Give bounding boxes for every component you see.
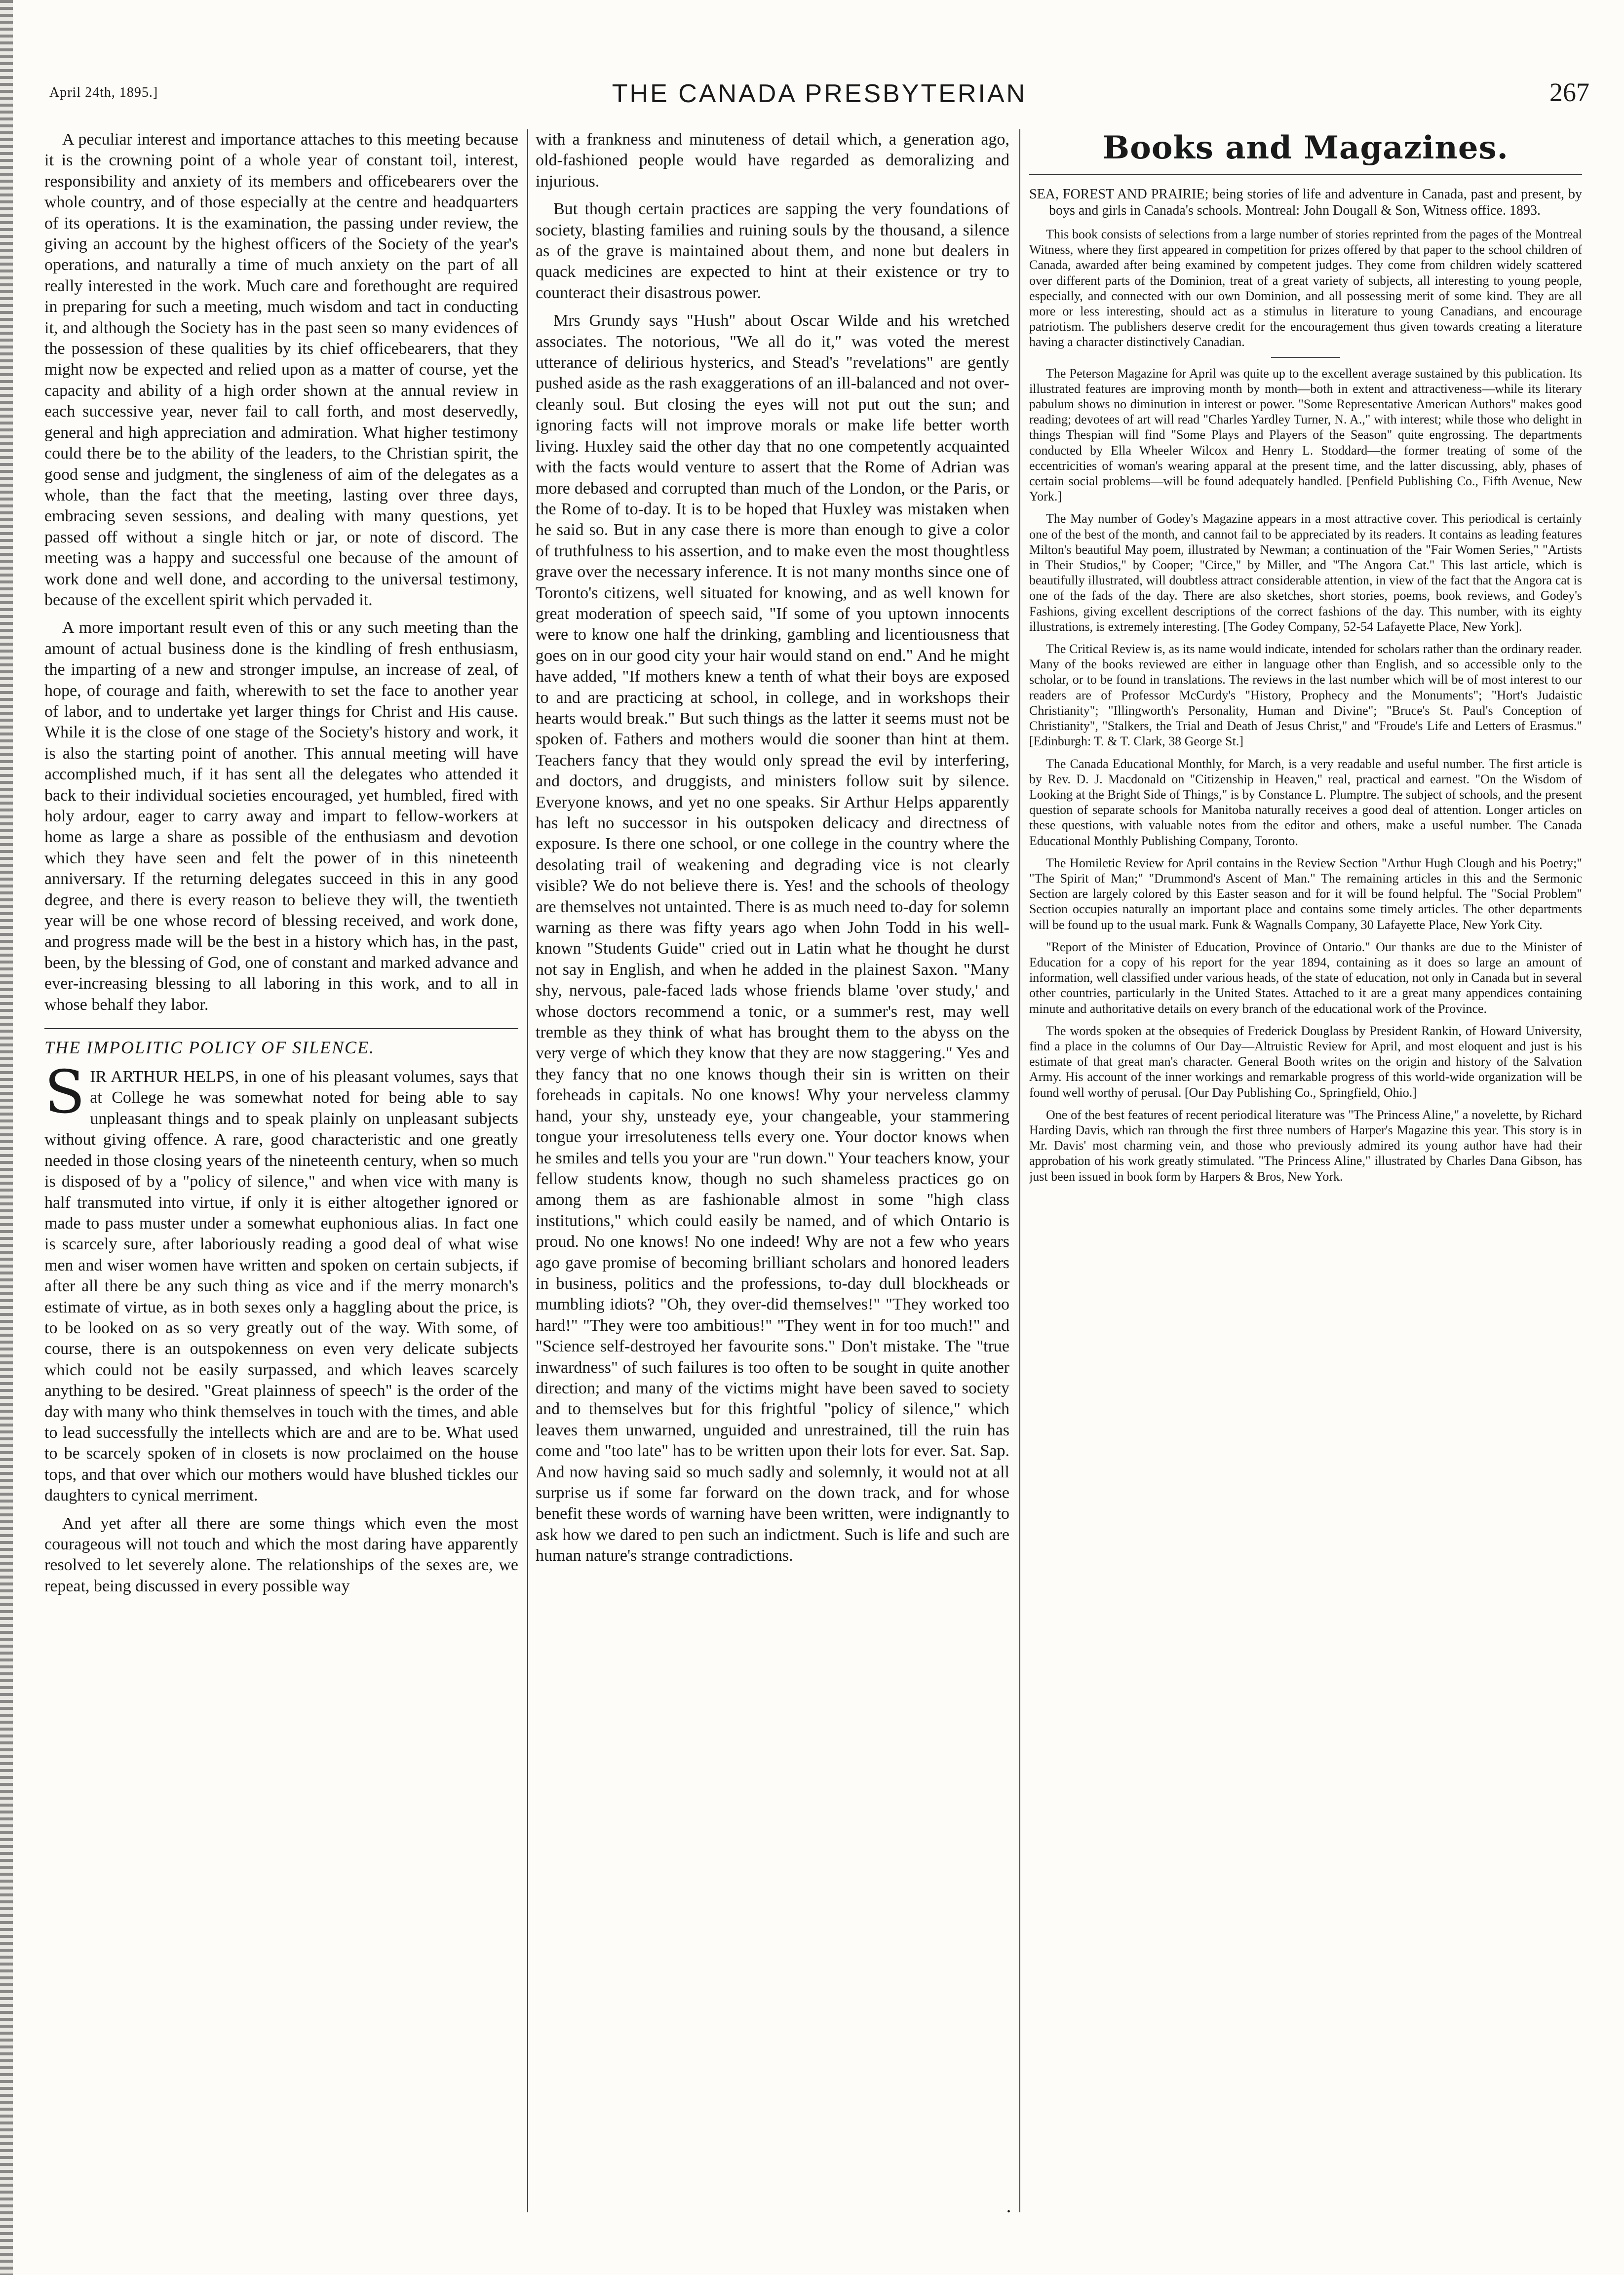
paragraph: A more important result even of this or any such meeting than the amount of actual business done is the kindling of fresh enthusiasm, the imparting of a new and stronger impulse, an increase of zeal, of hope, of courage and faith, wherewith to set the face to another year of labor, and to undertake yet larger things for Christ and His cause. While it is the close of one stage of the Society's history and work, it is also the starting point of another. This annual meeting will have accomplished much, if it has sent all the delegates who attended it back to their individual societies encouraged, yet humbled, fired with holy ardour, eager to carry away and impart to fellow-workers at home as large a share as possible of the enthusiasm and devotion which they have seen and felt the power of in this nineteenth anniversary. If the returning delegates succeed in this in any good degree, and there is every reason to believe they will, the twentieth year will be one whose record of blessing received, and work done, and progress made will be the best in a history which has, in the past, been, by the blessing of God, one of constant and marked advance and ever-increasing blessing to all laboring in this work, and to all in whose behalf they labor. bbox=[44, 618, 518, 1014]
paragraph: But though certain practices are sapping the very foundations of society, blasting families and ruining souls by the thousand, a silence as of the grave is maintained about them, and none but dealers in quack medicines are expected to hint at their existence or try to counteract their disastrous power. bbox=[536, 200, 1009, 302]
column-1 bbox=[44, 129, 518, 2217]
separator bbox=[1271, 357, 1340, 358]
header-title: THE CANADA PRESBYTERIAN bbox=[612, 79, 1027, 108]
review-paragraph: This book consists of selections from a large number of stories reprinted from the pages of the Montreal Witness, where they first appeared in competition for prizes offered by that paper to the school children of Canada, awarded after being examined by competent judges. They come from children widely scattered over different parts of the Dominion, treat of a great variety of subjects, all interesting to young people, especially, and connected with our own Dominion, and all possessing merit of some kind. They are all more or less interesting, should act as a stimulus in literature to young Canadians, and encourage patriotism. The publishers deserve credit for the encouragement thus given towards creating a literature having a character distinctively Canadian. bbox=[1029, 227, 1582, 349]
column-divider bbox=[1019, 129, 1020, 2212]
paragraph: Mrs Grundy says "Hush" about Oscar Wilde and his wretched associates. The notorious, "We all do it," was voted the merest utterance of delirious hysterics, and Stead's "revelations" are gently pushed aside as the rash exaggerations of an ill-balanced and not over-cleanly soul. But closing the eyes will not put out the sun; and ignoring facts will not improve morals or make life better worth living. Huxley said the other day that no one competently acquainted with the facts would venture to assert that the Rome of Adrian was more debased and corrupted than much of the London, or the Paris, or the Rome of to-day. It is to be hoped that Huxley was mistaken when he said so. But in any case there is more than enough to give a color of truthfulness to his assertion, and to make even the most thoughtless grave over the necessary inference. It is not many months since one of Toronto's citizens, well situated for knowing, and as well known for great moderation of speech said, "If some of you uptown innocents were to know one half the drinking, gambling and licentiousness that goes on in our good city your hair would stand on end." And he might have added, "If mothers knew a tenth of what their boys are exposed to and are practicing at school, in college, and in workshops their hearts would break." But such things as the latter it seems must not be spoken of. Fathers and mothers would die sooner than hint at them. Teachers fancy that they would only spread the evil by interfering, and doctors, and druggists, and ministers follow suit by silence. Everyone knows, and yet no one speaks. Sir Arthur Helps apparently has left no successor in his outspoken delicacy and directness of exposure. Is there one school, or one college in the country where the desolating trail of weakening and degrading vice is not clearly visible? We do not believe there is. Yes! and the schools of theology are themselves not untainted. There is as much need to-day for solemn warning as there was fifty years ago when John Todd in his well-known "Students Guide" cried out in Latin what he thought he durst not say in English, and when he added in the plainest Saxon. "Many shy, nervous, pale-faced lads whose friends blame 'over study,' and whose doctors recommend a tonic, or a summer's rest, may well tremble as they think of what has brought them to the abyss on the very verge of which they know that they are now staggering." Yes and they fancy that no one knows though their sin is written on their foreheads in capitals. No one knows! Why your nerveless clammy hand, your shy, unsteady eye, your changeable, your stammering tongue your irresoluteness tells every one. Your doctor knows when he smiles and tells you your are "run down." Your teachers know, your fellow students know, though no such shameless practices go on among them as are fashionable almost in some "high class institutions," which could easily be named, and of which Ontario is proud. No one knows! No one indeed! Why are not a few who years ago gave promise of becoming brilliant scholars and honored leaders in business, politics and the professions, to-day dull blockheads or mumbling idiots? "Oh, they over-did themselves!" "They worked too hard!" "They were too ambitious!" "They went in for too much!" and "Science self-destroyed her favourite sons." Don't mistake. The "true inwardness" of such failures is too often to be sought in quite another direction; and many of the victims might have been saved to society and to themselves but for this frightful "policy of silence," which leaves them unwarned, unguided and unrestrained, till the ruin has come and "too late" has to be written upon their lots for ever. Sat. Sap. And now having said so much sadly and solemnly, it would not at all surprise us if some far forward on the down track, and for whose benefit these words of warning have been written, were indignantly to ask how we dared to pen such an indictment. Such is life and such are human nature's strange contradictions. bbox=[536, 311, 1009, 1565]
drop-cap: S bbox=[44, 1058, 85, 1127]
page-number: 267 bbox=[1549, 77, 1589, 107]
review-paragraph: The Critical Review is, as its name would indicate, intended for scholars rather than the ordinary reader. Many of the books reviewed are either in language other than English, and so accessible only to the scholar, or to be found in translations. The reviews in the last number which will be of most interest to our readers are of Professor McCurdy's "History, Prophecy and the Monuments"; "Hort's Judaistic Christianity"; "Illingworth's Personality, Human and Divine"; "Bruce's St. Paul's Conception of Christianity", "Stalkers, the Trial and Death of Jesus Christ," and "Froude's Life and Letters of Erasmus." [Edinburgh: T. & T. Clark, 38 George St.] bbox=[1029, 642, 1582, 749]
header-date: April 24th, 1895.] bbox=[49, 85, 158, 100]
paragraph: A peculiar interest and importance attaches to this meeting because it is the crowning point of a whole year of constant toil, interest, responsibility and anxiety of its members and officebearers over the whole country, and of those especially at the centre and headquarters of its operations. It is the examination, the passing under review, the giving an account by the highest officers of the Society of the year's operations, and naturally a time of much anxiety on the part of all really interested in the work. Much care and forethought are required in preparing for such a meeting, much wisdom and tact in conducting it, and although the Society has in the past seen so many evidences of the possession of these qualities by its chief officebearers, that they might now be expected and relied upon as a matter of course, yet the capacity and ability of a high order shown at the annual review in each successive year, never fail to call forth, and most deservedly, general and high appreciation and admiration. What higher testimony could there be to the ability of the leaders, to the Christian spirit, the good sense and judgment, the singleness of aim of the delegates as a whole, than the fact that the meeting, lasting over three days, embracing seven sessions, and dealing with many questions, yet passed off without a single hitch or jar, or note of discord. The meeting was a happy and successful one because of the amount of work done and well done, and according to the universal testimony, because of the excellent spirit which pervaded it. bbox=[44, 130, 518, 609]
print-fleck: • bbox=[1007, 2206, 1011, 2217]
page-header bbox=[49, 74, 1589, 114]
section-title: THE IMPOLITIC POLICY OF SILENCE. bbox=[44, 1028, 518, 1058]
paragraph bbox=[44, 1058, 518, 1506]
heading-rule bbox=[1029, 174, 1582, 175]
review-paragraph: The Homiletic Review for April contains in the Review Section "Arthur Hugh Clough and his Poetry;" "The Spirit of Man;" "Drummond's Ascent of Man." The remaining articles in this and the Sermonic Section are largely colored by this Easter season and for it will be found helpful. The "Social Problem" Section occupies naturally an important place and contains some timely articles. The other departments will be found up to the usual mark. Funk & Wagnalls Company, 30 Lafayette Place, New York City. bbox=[1029, 855, 1582, 932]
column-divider bbox=[527, 129, 528, 2212]
binding-edge bbox=[0, 0, 13, 2275]
review-paragraph: The May number of Godey's Magazine appears in a most attractive cover. This periodical is certainly one of the best of the month, and cannot fail to be appreciated by its readers. It contains as leading features Milton's beautiful May poem, illustrated by Newman; a continuation of the "Fair Women Series," "Artists in Their Studios," by Cooper; "Circe," by Miller, and "The Angora Cat." This last article, which is beautifully illustrated, will doubtless attract considerable attention, in view of the fact that the Angora cat is one of the fads of the day. There are also sketches, short stories, poems, book reviews, and Godey's Fashions, giving excellent descriptions of the correct fashions of the day. This number, with its eighty illustrations, is extremely interesting. [The Godey Company, 52-54 Lafayette Place, New York]. bbox=[1029, 511, 1582, 634]
paragraph: with a frankness and minuteness of detail which, a generation ago, old-fashioned people would have regarded as demoralizing and injurious. bbox=[536, 130, 1009, 191]
column-3 bbox=[1029, 129, 1582, 2217]
review-paragraph: The words spoken at the obsequies of Frederick Douglass by President Rankin, of Howard University, find a place in the columns of Our Day—Altruistic Review for April, and most eloquent and just is his estimate of that great man's character. General Booth writes on the origin and history of the Salvation Army. His account of the inner workings and remarkable progress of this world-wide organization will be found well worthy of perusal. [Our Day Publishing Co., Springfield, Ohio.] bbox=[1029, 1023, 1582, 1100]
review-paragraph: The Canada Educational Monthly, for March, is a very readable and useful number. The first article is by Rev. D. J. Macdonald on "Citizenship in Heaven," real, practical and earnest. "On the Wisdom of Looking at the Bright Side of Things," is by Constance L. Plumptre. The subject of schools, and the present question of separate schools for Manitoba naturally receives a good deal of attention. Longer articles on these questions, with valuable notes from the editor and others, make a useful number. The Canada Educational Monthly Publishing Company, Toronto. bbox=[1029, 756, 1582, 848]
book-entry: SEA, FOREST AND PRAIRIE; being stories of life and adventure in Canada, past and present, by boys and girls in Canada's schools. Montreal: John Dougall & Son, Witness office. 1893. bbox=[1029, 187, 1582, 218]
paragraph: And yet after all there are some things which even the most courageous will not touch and which the most daring have apparently resolved to let severely alone. The relationships of the sexes are, we repeat, being discussed in every possible way bbox=[44, 1514, 518, 1595]
column-2 bbox=[536, 129, 1009, 2217]
review-paragraph: One of the best features of recent periodical literature was "The Princess Aline," a novelette, by Richard Harding Davis, which ran through the first three numbers of Harper's Magazine this year. This story is in Mr. Davis' most charming vein, and those who previously admired its young author have had their approbation of his work greatly stimulated. "The Princess Aline," illustrated by Charles Dana Gibson, has just been issued in book form by Harpers & Bros, New York. bbox=[1029, 1107, 1582, 1184]
section-heading: Books and Magazines. bbox=[1103, 129, 1508, 166]
review-paragraph: The Peterson Magazine for April was quite up to the excellent average sustained by this publication. Its illustrated features are improving month by month—both in extent and attractiveness—while its literary pabulum shows no diminution in interest or power. "Some Representative American Authors" makes good reading; devotees of art will read "Charles Yardley Turner, N. A.," with interest; while those who delight in things Thespian will find "Some Plays and Players of the Season" quite engrossing. The departments conducted by Ella Wheeler Wilcox and Henry L. Stoddard—the former treating of some of the eccentricities of woman's wearing apparal at the present time, and the latter discussing, ably, phases of certain social problems—will be found adequately handled. [Penfield Publishing Co., Fifth Avenue, New York.] bbox=[1029, 366, 1582, 504]
paragraph-text: IR ARTHUR HELPS, in one of his pleasant volumes, says that at College he was somewhat noted for being able to say unpleasant things and to speak plainly on unpleasant subjects without giving offence. A rare, good characteristic and one greatly needed in those closing years of the nineteenth century, when so much is disposed of by a "policy of silence," and when vice with many is half transmuted into virtue, if only it is either altogether ignored or made to pass muster under a somewhat euphonious alias. In fact one is scarcely sure, after laboriously reading a good deal of what wise men and wiser women have written and spoken on certain subjects, if after all there be any such thing as vice and if the merry monarch's estimate of virtue, as in both sexes only a haggling about the price, is to be looked on as so very greatly out of the way. With some, of course, there is an outspokenness on even very delicate subjects which could not be easily surpassed, and which leaves scarcely anything to be desired. "Great plainness of speech" is the order of the day with many who think themselves in touch with the times, and able to lead successfully the intellects which are and are to be. What used to be scarcely spoken of in closets is now proclaimed on the house tops, and that over which our mothers would have blushed tickles our daughters to cynical merriment. bbox=[44, 1068, 518, 1505]
review-paragraph: "Report of the Minister of Education, Province of Ontario." Our thanks are due to the Minister of Education for a copy of his report for the year 1894, containing as it does so large an amount of information, well classified under various heads, of the state of education, not only in Canada but in several other countries, particularly in the United States. Attached to it are a great many appendices containing minute and authoritative details on every branch of the educational work of the Province. bbox=[1029, 939, 1582, 1016]
